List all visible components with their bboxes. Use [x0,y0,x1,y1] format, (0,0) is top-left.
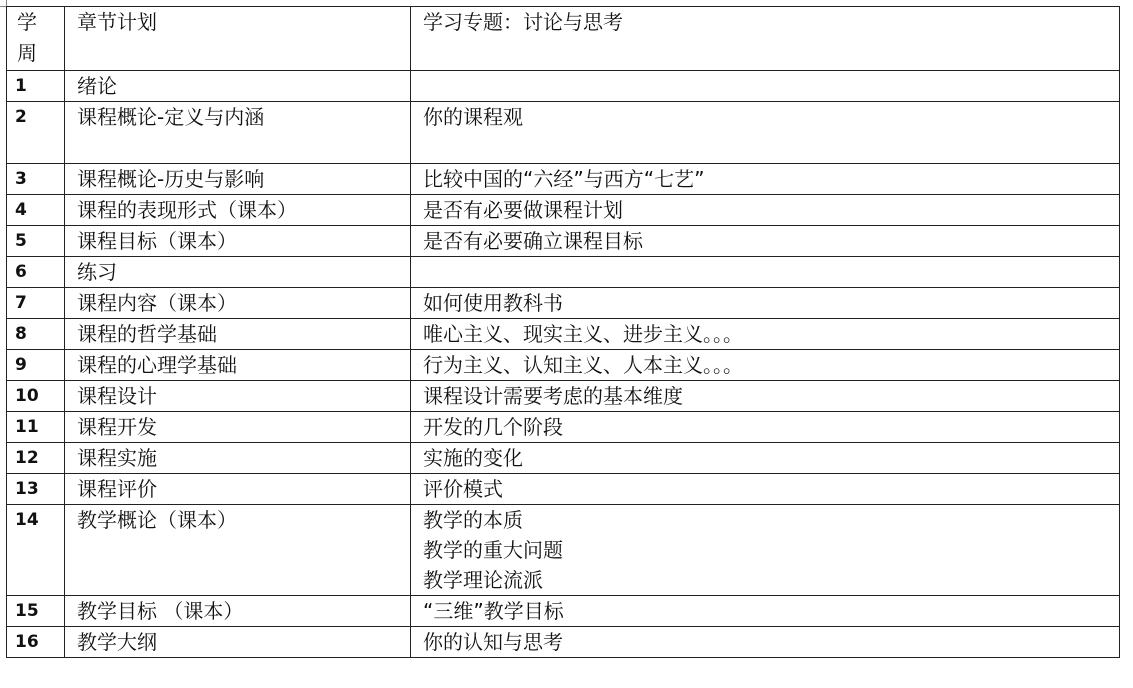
week-number: 14 [7,505,65,596]
chapter-cell: 课程设计 [65,381,411,412]
topic-line: 如何使用教科书 [423,291,563,315]
topic-cell [411,164,1120,195]
week-number: 15 [7,596,65,627]
topic-line: “三维”教学目标 [423,599,564,623]
table-row [7,443,1120,474]
week-number: 11 [7,412,65,443]
topic-cell [411,381,1120,412]
table-row [7,257,1120,288]
chapter-cell: 练习 [65,257,411,288]
topic-line: 是否有必要做课程计划 [423,198,623,222]
chapter-cell: 课程开发 [65,412,411,443]
week-number: 13 [7,474,65,505]
table-row [7,288,1120,319]
topic-cell [411,350,1120,381]
topic-line: 行为主义、认知主义、人本主义。。。 [423,353,743,377]
topic-cell [411,195,1120,226]
topic-cell [411,102,1120,164]
week-number: 8 [7,319,65,350]
chapter-cell: 教学目标 （课本） [65,596,411,627]
topic-cell [411,257,1120,288]
topic-line [423,71,1119,101]
chapter-cell: 课程概论-历史与影响 [65,164,411,195]
topic-cell [411,443,1120,474]
week-number: 16 [7,627,65,658]
week-number: 10 [7,381,65,412]
topic-cell [411,505,1120,596]
table-row [7,71,1120,102]
topic-cell [411,596,1120,627]
chapter-cell: 课程的哲学基础 [65,319,411,350]
chapter-cell: 课程目标（课本） [65,226,411,257]
chapter-cell: 教学大纲 [65,627,411,658]
course-plan-table [6,6,1120,658]
header-week-line-2: 周 [17,41,37,65]
header-week-line-1: 学 [17,10,37,34]
chapter-cell: 课程概论-定义与内涵 [65,102,411,164]
table-row [7,627,1120,658]
table-row [7,102,1120,164]
week-number: 2 [7,102,65,164]
header-chapter: 章节计划 [65,7,411,71]
table-row [7,226,1120,257]
topic-cell [411,288,1120,319]
table-row [7,474,1120,505]
table-row [7,412,1120,443]
week-number: 5 [7,226,65,257]
topic-cell [411,71,1120,102]
topic-line: 比较中国的“六经”与西方“七艺” [423,167,705,191]
table-row [7,195,1120,226]
topic-line: 开发的几个阶段 [423,415,563,439]
week-number: 9 [7,350,65,381]
chapter-cell: 课程的表现形式（课本） [65,195,411,226]
week-number: 3 [7,164,65,195]
table-header-row [7,7,1120,71]
week-number: 6 [7,257,65,288]
week-number: 12 [7,443,65,474]
topic-line: 是否有必要确立课程目标 [423,229,643,253]
week-number: 4 [7,195,65,226]
topic-cell [411,474,1120,505]
topic-cell [411,319,1120,350]
topic-line: 教学的本质 [423,508,523,532]
topic-line: 评价模式 [423,477,503,501]
table-row [7,319,1120,350]
table-row [7,350,1120,381]
header-week [7,7,65,71]
chapter-cell: 课程内容（课本） [65,288,411,319]
table-row [7,596,1120,627]
topic-cell [411,226,1120,257]
topic-line: 课程设计需要考虑的基本维度 [423,384,683,408]
topic-line: 教学理论流派 [423,568,543,592]
topic-line: 教学的重大问题 [423,538,563,562]
topic-cell [411,627,1120,658]
topic-cell [411,412,1120,443]
topic-line: 你的课程观 [423,105,523,129]
topic-line [423,257,1119,287]
week-number: 1 [7,71,65,102]
chapter-cell: 课程实施 [65,443,411,474]
week-number: 7 [7,288,65,319]
chapter-cell: 绪论 [65,71,411,102]
chapter-cell: 课程评价 [65,474,411,505]
topic-line: 唯心主义、现实主义、进步主义。。。 [423,322,743,346]
topic-line: 你的认知与思考 [423,630,563,654]
table-row [7,381,1120,412]
chapter-cell: 教学概论（课本） [65,505,411,596]
table-row [7,505,1120,596]
topic-line: 实施的变化 [423,446,523,470]
chapter-cell: 课程的心理学基础 [65,350,411,381]
header-topic: 学习专题：讨论与思考 [411,7,1120,71]
table-row [7,164,1120,195]
